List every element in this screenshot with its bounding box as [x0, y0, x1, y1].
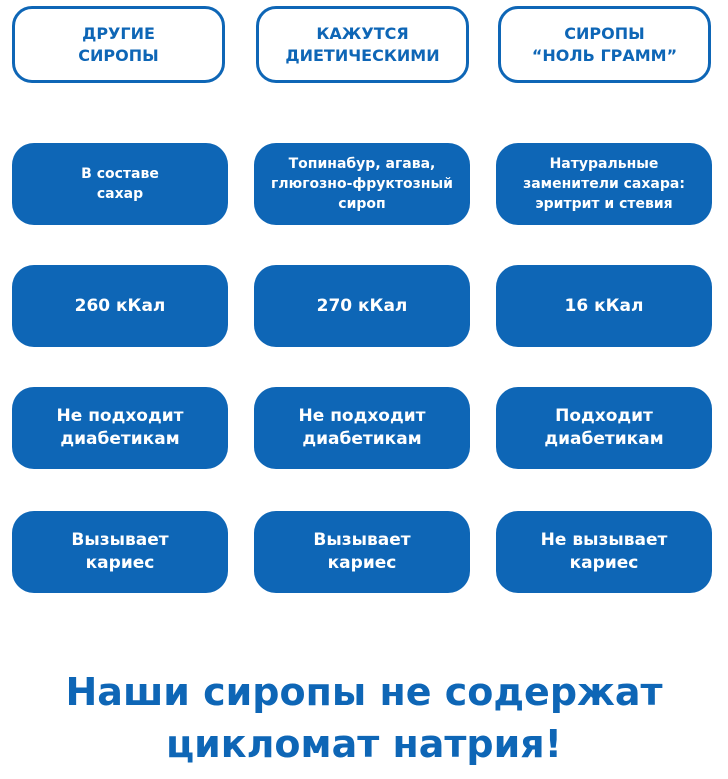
cell-line: диабетикам: [302, 429, 422, 449]
calories-cell-zero-gram: [496, 265, 712, 347]
cell-line: глюгозно-фруктозный: [271, 176, 453, 192]
header-zero-gram-syrups: [498, 6, 711, 83]
cell-line: 260 кКал: [74, 295, 166, 316]
cell-line: В составе: [81, 166, 159, 182]
cell-line: Вызывает: [313, 530, 411, 550]
cell-line: сахар: [96, 186, 144, 202]
header-line: “НОЛЬ ГРАММ”: [531, 45, 678, 65]
calories-cell-dietary: [254, 265, 470, 347]
calories-cell-other: [12, 265, 228, 347]
diabetics-cell-dietary: [254, 387, 470, 469]
footer-line: Наши сиропы не содержат: [65, 670, 663, 714]
header-line: ДРУГИЕ: [82, 23, 155, 43]
diabetics-cell-zero-gram: [496, 387, 712, 469]
cell-line: диабетикам: [60, 429, 180, 449]
footer-line: цикломат натрия!: [166, 722, 562, 766]
composition-cell-other: [12, 143, 228, 225]
caries-cell-other: [12, 511, 228, 593]
header-line: ДИЕТИЧЕСКИМИ: [285, 45, 440, 65]
header-line: СИРОПЫ: [564, 23, 645, 43]
composition-cell-dietary: [254, 143, 470, 225]
header-line: СИРОПЫ: [78, 45, 159, 65]
cell-line: Топинабур, агава,: [288, 156, 436, 172]
cell-line: эритрит и стевия: [535, 196, 673, 212]
header-seem-dietary: [256, 6, 469, 83]
header-other-syrups: [12, 6, 225, 83]
caries-cell-zero-gram: [496, 511, 712, 593]
cell-line: сироп: [338, 196, 386, 212]
cell-line: кариес: [569, 553, 639, 573]
cell-line: Не вызывает: [540, 530, 668, 550]
cell-line: Не подходит: [56, 406, 184, 426]
composition-cell-zero-gram: [496, 143, 712, 225]
cell-line: 16 кКал: [564, 295, 644, 316]
cell-line: 270 кКал: [316, 295, 408, 316]
cell-line: заменители сахара:: [523, 176, 685, 192]
cell-line: Не подходит: [298, 406, 426, 426]
cell-line: Подходит: [555, 406, 653, 426]
cell-line: Вызывает: [71, 530, 169, 550]
cell-line: Натуральные: [549, 156, 659, 172]
cell-line: диабетикам: [544, 429, 664, 449]
cell-line: кариес: [327, 553, 397, 573]
diabetics-cell-other: [12, 387, 228, 469]
header-line: КАЖУТСЯ: [316, 23, 409, 43]
cell-line: кариес: [85, 553, 155, 573]
footer-slogan: [0, 666, 728, 770]
caries-cell-dietary: [254, 511, 470, 593]
